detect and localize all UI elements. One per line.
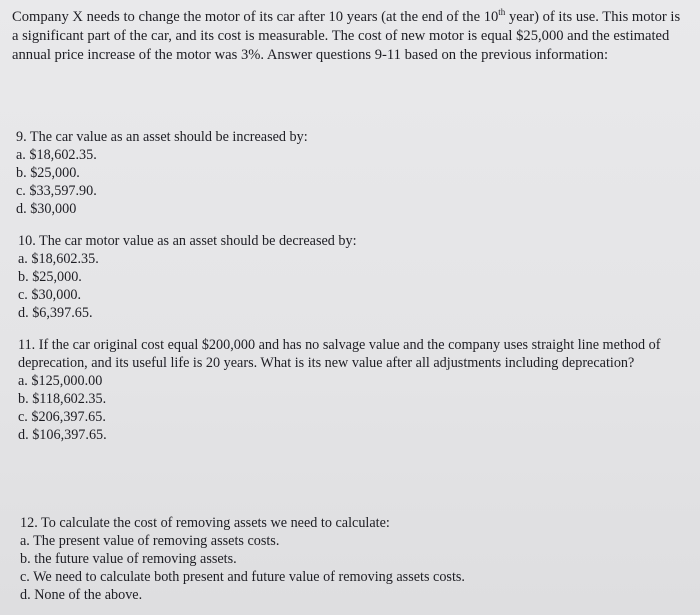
question-9-option-a: a. $18,602.35. xyxy=(16,147,97,163)
question-10-option-d: d. $6,397.65. xyxy=(18,305,93,321)
question-10-option-b: b. $25,000. xyxy=(18,269,82,285)
question-10-stem: 10. The car motor value as an asset should be decreased by: xyxy=(18,233,357,249)
question-12-option-a: a. The present value of removing assets costs. xyxy=(20,533,280,549)
question-11-option-d: d. $106,397.65. xyxy=(18,427,107,443)
question-9 xyxy=(16,128,676,218)
intro-text-part1: Company X needs to change the motor of its car after 10 years (at the end of the 10 xyxy=(12,9,499,25)
question-11-option-c: c. $206,397.65. xyxy=(18,409,106,425)
question-10-options xyxy=(18,250,678,322)
question-10-option-c: c. $30,000. xyxy=(18,287,82,303)
question-10-option-a: a. $18,602.35. xyxy=(18,251,99,267)
question-9-stem: 9. The car value as an asset should be increased by: xyxy=(16,129,308,145)
question-12 xyxy=(20,514,680,604)
question-9-option-c: c. $33,597.90. xyxy=(16,183,97,199)
question-12-options xyxy=(20,532,680,604)
question-11-option-b: b. $118,602.35. xyxy=(18,391,107,407)
question-11-option-a: a. $125,000.00 xyxy=(18,373,103,389)
question-12-option-b: b. the future value of removing assets. xyxy=(20,551,237,567)
question-11 xyxy=(18,336,678,444)
question-12-option-c: c. We need to calculate both present and future value of removing assets costs. xyxy=(20,569,465,585)
question-9-option-b: b. $25,000. xyxy=(16,165,80,181)
question-12-stem: 12. To calculate the cost of removing assets we need to calculate: xyxy=(20,515,390,531)
question-10 xyxy=(18,232,678,322)
question-11-stem: 11. If the car original cost equal $200,000 and has no salvage value and the company uses straight line method of deprecation, and its useful life is 20 years. What is its new value after all adjustments including deprecation? xyxy=(18,337,661,371)
question-11-options xyxy=(18,372,678,444)
intro-text-part2: year) of its use. This motor is a significant part of the car, and its cost is measurable. The cost of new motor is equal $25,000 and the estimated annual price increase of the motor was 3%. Answer questions 9-11 based on the previous information: xyxy=(12,9,681,63)
question-9-option-d: d. $30,000 xyxy=(16,201,77,217)
question-12-option-d: d. None of the above. xyxy=(20,587,143,603)
question-9-options xyxy=(16,146,676,218)
intro-paragraph xyxy=(12,8,688,65)
intro-superscript: th xyxy=(498,7,506,18)
